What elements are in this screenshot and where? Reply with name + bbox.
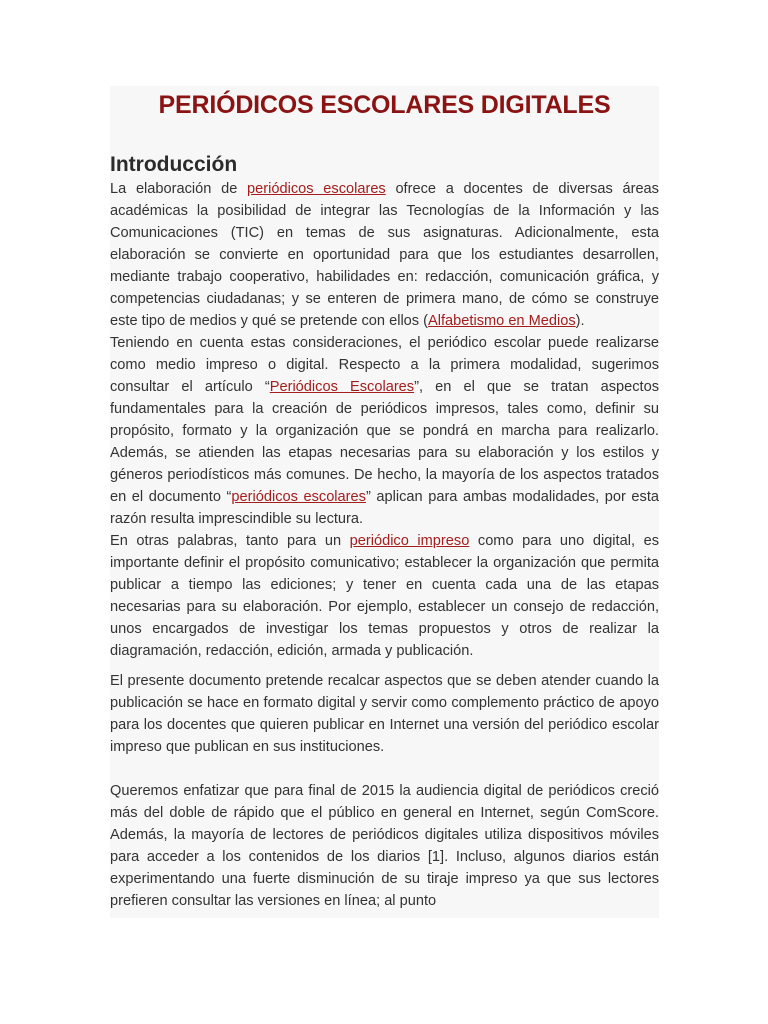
document-body xyxy=(110,86,659,918)
text-run: La elaboración de xyxy=(110,181,248,197)
paragraph-modalidades xyxy=(110,332,659,530)
paragraph-otras-palabras xyxy=(110,530,659,662)
text-run: En otras palabras, tanto para un xyxy=(110,533,350,549)
paragraph-presente-documento: El presente documento pretende recalcar aspectos que se deben atender cuando la publicación se hace en formato digital y servir como complemento práctico de apoyo para los docentes que quieren publicar en Internet una versión del periódico escolar impreso que publican en sus instituciones. xyxy=(110,673,659,755)
paragraph-intro xyxy=(110,178,659,332)
link-periodicos-escolares-article[interactable]: Periódicos Escolares xyxy=(269,379,415,395)
text-run: ). xyxy=(575,313,585,329)
paragraph-audiencia-digital: Queremos enfatizar que para final de 2015 la audiencia digital de periódicos creció más del doble de rápido que el público en general en Internet, según ComScore. Además, la mayoría de lectores de periódicos digitales utiliza dispositivos móviles para acceder a los contenidos de los diarios [1]. Incluso, algunos diarios están experimentando una fuerte disminución de su tiraje impreso ya que sus lectores prefieren consultar las versiones en línea; al punto xyxy=(110,783,659,909)
link-periodicos-escolares-doc[interactable]: periódicos escolares xyxy=(231,489,366,505)
text-run: Teniendo en cuenta estas consideraciones, el periódico escolar puede realizarse como medio impreso o digital. Respecto a la primera modalidad, sugerimos consultar el artículo “ xyxy=(110,335,659,395)
link-periodico-impreso[interactable]: periódico impreso xyxy=(349,533,470,549)
text-run: ”, en el que se tratan aspectos fundamentales para la creación de periódicos impresos, tales como, definir su propósito, formato y la organización que se pondrá en marcha para realizarlo. Además, se atienden las etapas necesarias para su elaboración y los estilos y géneros periodísticos más comunes. De hecho, la mayoría de los aspectos tratados en el documento “ xyxy=(110,379,659,505)
text-run: como para uno digital, es importante definir el propósito comunicativo; establecer la organización que permita publicar a tiempo las ediciones; y tener en cuenta cada una de las etapas necesarias para su elaboración. Por ejemplo, establecer un consejo de redacción, unos encargados de investigar los temas propuestos y otros de realizar la diagramación, redacción, edición, armada y publicación. xyxy=(110,533,659,659)
text-run: ofrece a docentes de diversas áreas académicas la posibilidad de integrar las Tecnologías de la Información y las Comunicaciones (TIC) en temas de sus asignaturas. Adicionalmente, esta elaboración se convierte en oportunidad para que los estudiantes desarrollen, mediante trabajo cooperativo, habilidades en: redacción, comunicación gráfica, y competencias ciudadanas; y se enteren de primera mano, de cómo se construye este tipo de medios y qué se pretende con ellos ( xyxy=(110,181,659,329)
link-alfabetismo-en-medios[interactable]: Alfabetismo en Medios xyxy=(428,313,576,329)
text-run: ” aplican para ambas modalidades, por esta razón resulta imprescindible su lectura. xyxy=(110,489,659,527)
section-heading: Introducción xyxy=(110,153,238,176)
link-periodicos-escolares[interactable]: periódicos escolares xyxy=(247,181,386,197)
document-title: PERIÓDICOS ESCOLARES DIGITALES xyxy=(158,91,611,119)
